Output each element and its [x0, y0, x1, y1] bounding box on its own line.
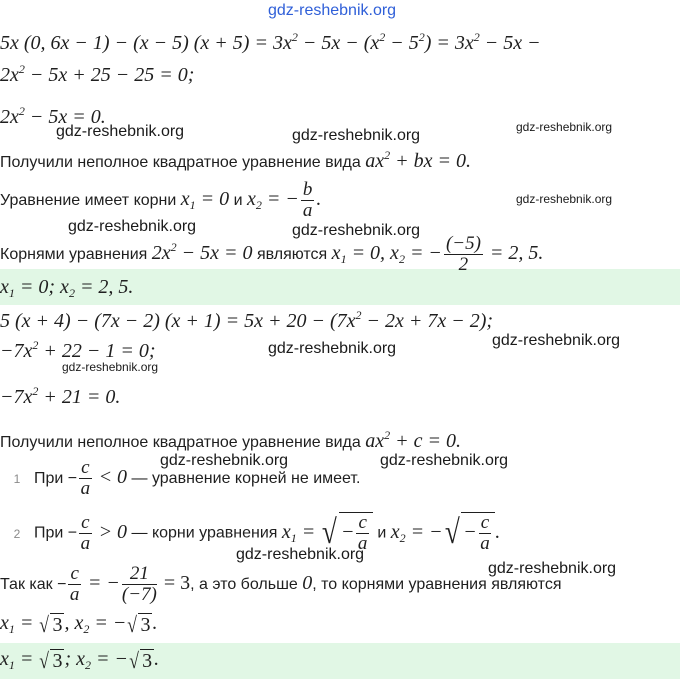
watermark: gdz-reshebnik.org [516, 120, 613, 134]
watermark-top: gdz-reshebnik.org [268, 2, 397, 19]
watermark: gdz-reshebnik.org [236, 546, 365, 563]
watermark: gdz-reshebnik.org [492, 332, 621, 349]
task2-roots: $x_1$ = √ 3 , $x_2$ = −√ 3 . [0, 611, 158, 637]
watermark: gdz-reshebnik.org [292, 127, 421, 144]
watermark: gdz-reshebnik.org [56, 123, 185, 140]
task1-text1: Получили неполное квадратное уравнение вида $ax^2$ + bx = 0. [0, 148, 471, 172]
task1-line3: $2x^2 - 5x = 0$. [0, 104, 106, 128]
task2-item2: 2 При − $\frac{c}{a}$ > 0 — корни уравнения $x_1$ = √ − $\frac{c}{a}$ и $x_2$ = −√ − $\frac{c}{a}$ . [13, 511, 501, 554]
watermark: gdz-reshebnik.org [292, 222, 421, 239]
task2-line2: $-7x^2 + 22 - 1 = 0$; [0, 338, 156, 362]
task2-text1: Получили неполное квадратное уравнение вида $ax^2 + c = 0$. [0, 428, 461, 452]
task2-item1: 1 При − $\frac{c}{a}$ < 0 — уравнение корней не имеет. [13, 457, 361, 499]
sqrt-minus-c-over-a: √ − $\frac{c}{a}$ [443, 512, 496, 554]
task1-text3: Корнями уравнения $2x^2 - 5x = 0$ являются $x_1 = 0$, $x_2$ = − $\frac{(-5)}{2}$ = 2, 5. [0, 233, 544, 275]
watermark: gdz-reshebnik.org [380, 452, 509, 469]
task2-line3: $-7x^2 + 21 = 0$. [0, 384, 121, 408]
watermark: gdz-reshebnik.org [516, 192, 613, 206]
fraction-c-over-a: $\frac{c}{a}$ [80, 457, 91, 499]
task1-line1: 5x (0, 6x − 1) − (x − 5) $(x + 5) = 3x^2 - 5x - (x^2 - 5^2) = 3x^2 - 5x$ − [0, 30, 541, 54]
fraction-minus5-over-2: $\frac{(-5)}{2}$ [445, 233, 481, 275]
fraction-21-over-minus7: $\frac{21}{(-7)}$ [121, 563, 157, 605]
task2-line1: 5 (x + 4) − (7x − 2) $(x + 1) = 5x + 20 - (7x^2 - 2x + 7x - 2)$; [0, 308, 494, 332]
watermark: gdz-reshebnik.org [268, 340, 397, 357]
fraction-c-over-a: $\frac{c}{a}$ [69, 563, 80, 605]
task1-answer: $x_1 = 0$; $x_2 = 2$, 5. [0, 276, 134, 300]
task2-answer: $x_1$ = √ 3 ; $x_2$ = −√ 3 . [0, 647, 160, 673]
task1-text2: Уравнение имеет корни $x_1 = 0$ и $x_2$ = − $\frac{b}{a}$ . [0, 179, 322, 221]
fraction-b-over-a: $\frac{b}{a}$ [302, 179, 313, 221]
watermark: gdz-reshebnik.org [62, 360, 159, 374]
watermark: gdz-reshebnik.org [160, 452, 289, 469]
fraction-c-over-a: $\frac{c}{a}$ [80, 511, 91, 554]
watermark: gdz-reshebnik.org [68, 218, 197, 235]
watermark: gdz-reshebnik.org [488, 560, 617, 577]
task1-line2: $2x^2 - 5x + 25 - 25 = 0$; [0, 62, 195, 86]
task2-since: Так как − $\frac{c}{a}$ = − $\frac{21}{(-7)}$ = 3, а это больше 0, то корнями уравнения являются [0, 563, 562, 605]
sqrt-minus-c-over-a: √ − $\frac{c}{a}$ [320, 512, 373, 554]
